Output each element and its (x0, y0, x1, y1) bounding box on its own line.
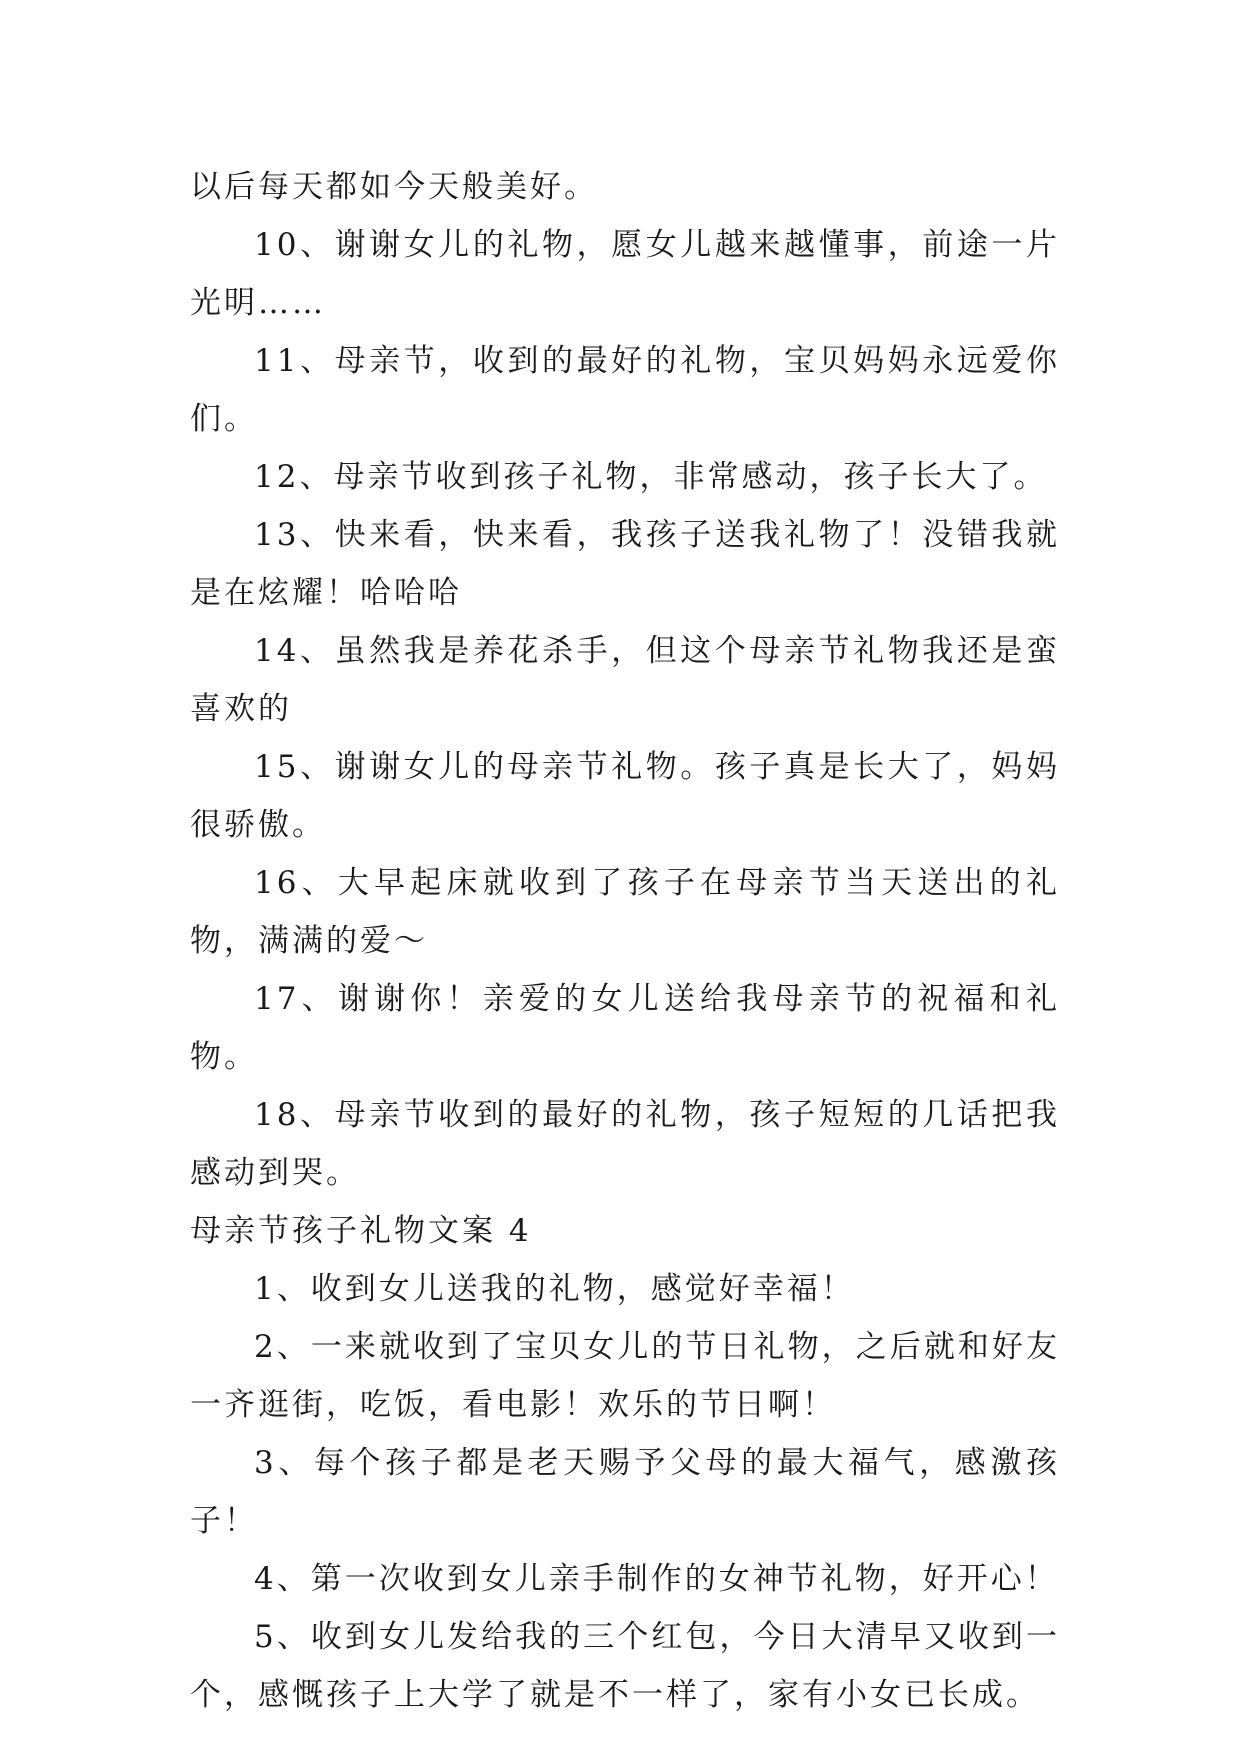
list-item: 17、谢谢你！亲爱的女儿送给我母亲节的祝福和礼物。 (190, 981, 1060, 1075)
list-item: 3、每个孩子都是老天赐予父母的最大福气，感激孩子！ (190, 1445, 1060, 1539)
list-item: 1、收到女儿送我的礼物，感觉好幸福！ (254, 1271, 855, 1307)
list-item: 14、虽然我是养花杀手，但这个母亲节礼物我还是蛮喜欢的 (190, 633, 1060, 727)
document-body (190, 158, 1060, 1724)
list-item: 5、收到女儿发给我的三个红包，今日大清早又收到一个，感慨孩子上大学了就是不一样了，家有小女已长成。 (190, 1619, 1060, 1713)
list-item: 16、大早起床就收到了孩子在母亲节当天送出的礼物，满满的爱～ (190, 865, 1060, 959)
list-item: 10、谢谢女儿的礼物，愿女儿越来越懂事，前途一片光明…… (190, 227, 1060, 321)
list-item: 11、母亲节，收到的最好的礼物，宝贝妈妈永远爱你们。 (190, 343, 1060, 437)
list-item: 4、第一次收到女儿亲手制作的女神节礼物，好开心！ (254, 1561, 1059, 1597)
list-item: 13、快来看，快来看，我孩子送我礼物了！没错我就是在炫耀！哈哈哈 (190, 517, 1060, 611)
section-heading: 母亲节孩子礼物文案 4 (190, 1213, 532, 1249)
list-item: 2、一来就收到了宝贝女儿的节日礼物，之后就和好友一齐逛街，吃饭，看电影！欢乐的节日啊！ (190, 1329, 1060, 1423)
list-item: 18、母亲节收到的最好的礼物，孩子短短的几话把我感动到哭。 (190, 1097, 1060, 1191)
paragraph-continuation: 以后每天都如今天般美好。 (190, 169, 598, 205)
list-item: 12、母亲节收到孩子礼物，非常感动，孩子长大了。 (254, 459, 1048, 495)
list-item: 15、谢谢女儿的母亲节礼物。孩子真是长大了，妈妈很骄傲。 (190, 749, 1060, 843)
